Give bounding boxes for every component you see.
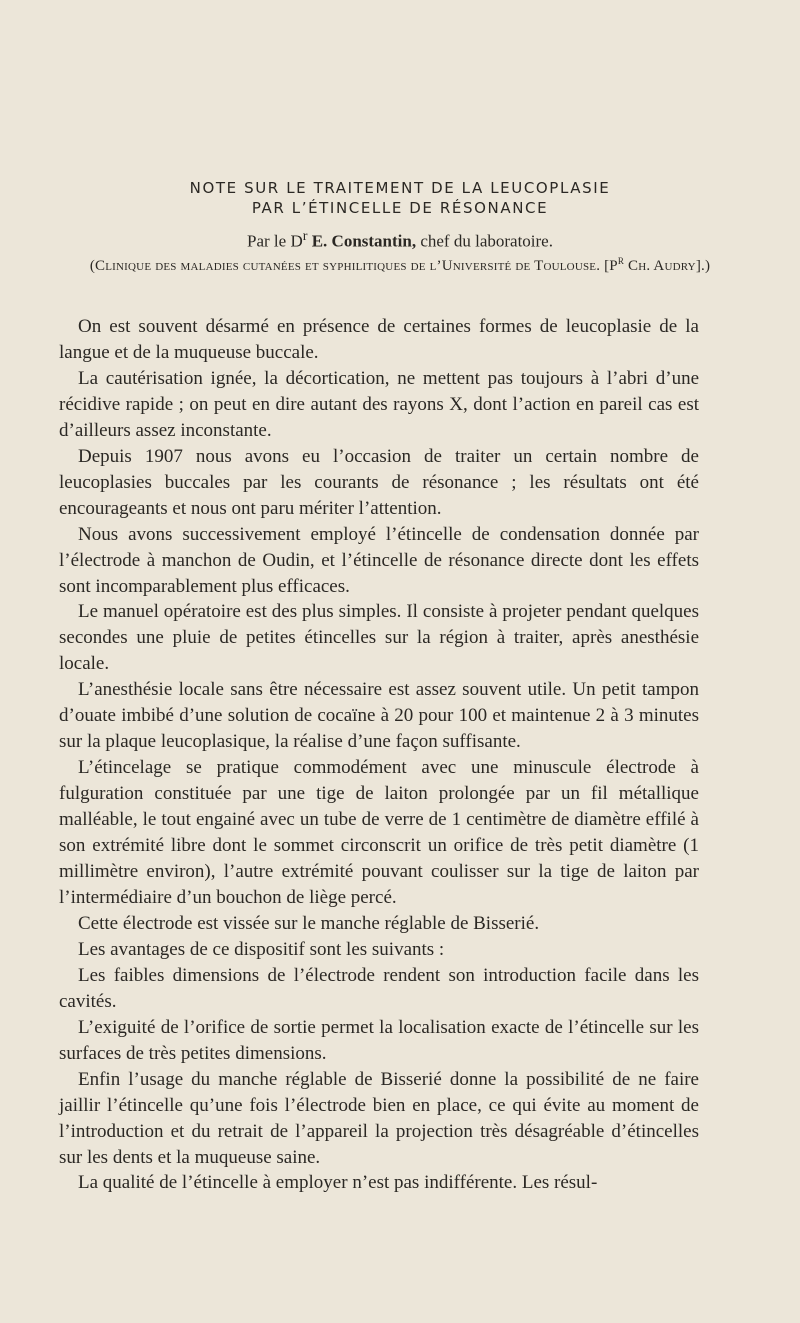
- paragraph-13: La qualité de l’étincelle à employer n’est pas indifférente. Les résul-: [78, 1172, 598, 1194]
- paragraph-11: L’exiguité de l’orifice de sortie permet la localisation exacte de l’étincelle sur les surfaces de très petites dimensions.: [59, 1016, 699, 1064]
- author-name: E. Constantin,: [311, 231, 417, 251]
- paragraph-10: Les faibles dimensions de l’électrode rendent son introduction facile dans les cavités.: [59, 964, 699, 1012]
- byline-prefix: Par le D: [247, 231, 303, 251]
- paragraph-7: L’étincelage se pratique commodément avec une minuscule électrode à fulguration constituée par une tige de laiton prolongée par un fil métallique malléable, le tout engainé avec un tube de verre de 1 centimètre de diamètre effilé à son extrémité libre dont le sommet circonscrit un orifice de très petit diamètre (1 millimètre environ), l’autre extrémité pouvant coulisser sur la tige de laiton par l’intermédiaire d’un bouchon de liège percé.: [59, 757, 699, 908]
- paragraph-2: La cautérisation ignée, la décortication, ne mettent pas toujours à l’abri d’une récidive rapide ; on peut en dire autant des rayons X, dont l’action en pareil cas est d’ailleurs assez inconstante.: [59, 367, 699, 441]
- paragraph-6: L’anesthésie locale sans être nécessaire est assez souvent utile. Un petit tampon d’ouate imbibé d’une solution de cocaïne à 20 pour 100 et maintenue 2 à 3 minutes sur la plaque leucoplasique, la réalise d’une façon suffisante.: [59, 679, 699, 753]
- article-body: [59, 314, 699, 1196]
- author-byline: [0, 225, 800, 253]
- paragraph-5: Le manuel opératoire est des plus simples. Il consiste à projeter pendant quelques secondes une pluie de petites étincelles sur la région à traiter, après anesthésie locale.: [59, 601, 699, 675]
- author-affiliation: [0, 250, 800, 276]
- paragraph-1: On est souvent désarmé en présence de certaines formes de leucoplasie de la langue et de la muqueuse buccale.: [59, 316, 699, 363]
- byline-suffix: chef du laboratoire.: [420, 231, 553, 251]
- paragraph-3: Depuis 1907 nous avons eu l’occasion de traiter un certain nombre de leucoplasies buccales par les courants de résonance ; les résultats ont été encourageants et nous ont paru mériter l’attention.: [59, 445, 699, 519]
- paragraph-9: Les avantages de ce dispositif sont les suivants :: [78, 938, 445, 960]
- affiliation-superscript: r: [617, 253, 625, 267]
- affiliation-end: Ch. Audry].): [628, 258, 711, 274]
- article-title-line-2: PAR L’ÉTINCELLE DE RÉSONANCE: [251, 199, 549, 217]
- paragraph-12: Enfin l’usage du manche réglable de Bisserié donne la possibilité de ne faire jaillir l’étincelle qu’une fois l’électrode bien en place, ce qui évite au moment de l’introduction et du retrait de l’appareil la projection très désagréable d’étincelles sur les dents et la muqueuse saine.: [59, 1068, 699, 1168]
- paragraph-8: Cette électrode est vissée sur le manche réglable de Bisserié.: [78, 912, 540, 934]
- paragraph-4: Nous avons successivement employé l’étincelle de condensation donnée par l’électrode à manchon de Oudin, et l’étincelle de résonance directe dont les effets sont incomparablement plus efficaces.: [59, 523, 699, 597]
- affiliation-main: (Clinique des maladies cutanées et syphilitiques de l’Université de Toulouse. [P: [89, 258, 618, 274]
- byline-superscript: r: [302, 228, 308, 244]
- article-title-line-1: NOTE SUR LE TRAITEMENT DE LA LEUCOPLASIE: [189, 179, 611, 197]
